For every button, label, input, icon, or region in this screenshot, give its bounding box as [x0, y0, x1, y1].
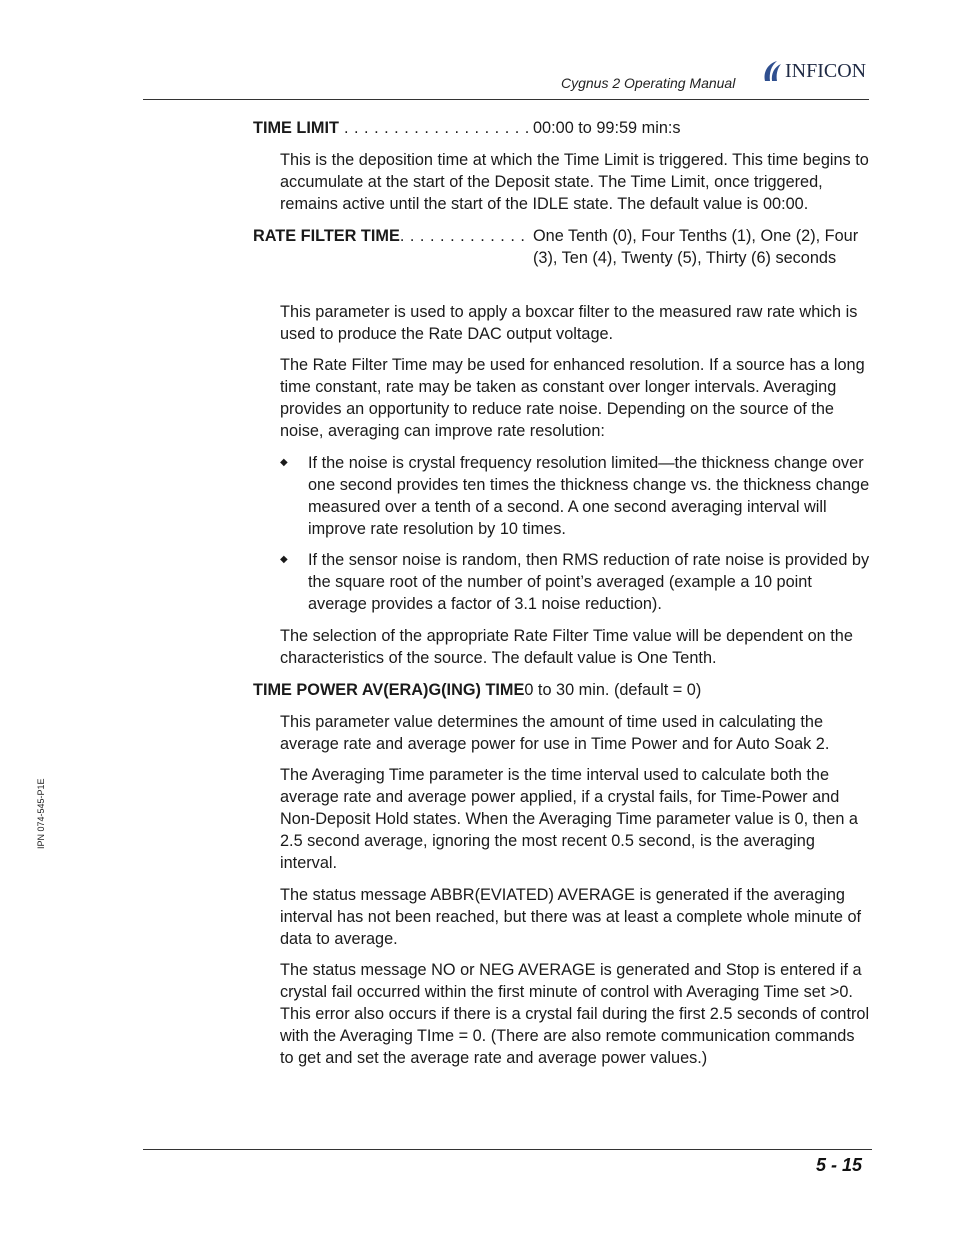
param-name: RATE FILTER TIME: [253, 227, 400, 245]
header-rule: [143, 99, 869, 100]
param-name: TIME POWER AV(ERA)G(ING) TIME: [253, 681, 525, 699]
page-number: 5 - 15: [816, 1155, 863, 1175]
paragraph: This parameter value determines the amount of time used in calculating the average rate and average power for use in Time Power and for Auto Soak 2.: [280, 713, 830, 753]
header-title: Cygnus 2 Operating Manual: [561, 75, 736, 91]
list-item: [280, 549, 870, 615]
param-time-limit: [253, 117, 873, 139]
leader-dots: . . . . . . . . . . . . .: [399, 227, 526, 245]
param-value: 00:00 to 99:59 min:s: [533, 119, 681, 137]
paragraph: The status message ABBR(EVIATED) AVERAGE is generated if the averaging interval has not been reached, but there was at least a complete whole minute of data to average.: [280, 886, 862, 948]
diamond-bullet-icon: ◆: [280, 457, 288, 468]
footer-rule: [143, 1149, 872, 1150]
param-name: TIME LIMIT: [253, 119, 339, 137]
inficon-logo-icon: [761, 59, 783, 83]
param-value: One Tenth (0), Four Tenths (1), One (2), Four (3), Ten (4), Twenty (5), Thirty (6) seconds: [533, 227, 859, 267]
paragraph: The Averaging Time parameter is the time interval used to calculate both the average rate and average power applied, if a crystal fails, for Time-Power and Non-Deposit Hold states. When the Averaging Time parameter value is 0, then a 2.5 second average, ignoring the most recent 0.5 second, is the averaging interval.: [280, 766, 858, 872]
param-time-power-avg: [253, 679, 873, 701]
paragraph: The selection of the appropriate Rate Filter Time value will be dependent on the characteristics of the source. The default value is One Tenth.: [280, 627, 853, 667]
document-ipn: IPN 074-545-P1E: [36, 778, 46, 849]
brand-name: INFICON: [785, 59, 867, 82]
list-item-text: If the noise is crystal frequency resolution limited—the thickness change over one second provides ten times the thickness change vs. the thickness change measured over a tenth of a second. A one second averaging interval will improve rate resolution by 10 times.: [308, 454, 870, 538]
paragraph: The status message NO or NEG AVERAGE is generated and Stop is entered if a crystal fail occurred within the first minute of control with Averaging Time set >0. This error also occurs if there is a crystal fail during the first 2.5 seconds of control with the Averaging TIme = 0. (There are also remote communication commands to get and set the average rate and average power values.): [280, 961, 870, 1067]
param-value: 0 to 30 min. (default = 0): [524, 681, 702, 699]
param-rate-filter-time: [253, 225, 873, 269]
diamond-bullet-icon: ◆: [280, 554, 288, 565]
paragraph: This is the deposition time at which the Time Limit is triggered. This time begins to accumulate at the start of the Deposit state. The Time Limit, once triggered, remains active until the start of the IDLE state. The default value is 00:00.: [280, 151, 869, 213]
list-item: [280, 452, 870, 540]
list-item-text: If the sensor noise is random, then RMS reduction of rate noise is provided by the square root of the number of point’s averaged (example a 10 point average provides a factor of 3.1 noise reduction).: [308, 551, 870, 613]
paragraph: This parameter is used to apply a boxcar filter to the measured raw rate which is used to produce the Rate DAC output voltage.: [280, 303, 858, 343]
paragraph: The Rate Filter Time may be used for enhanced resolution. If a source has a long time constant, rate may be taken as constant over longer intervals. Averaging provides an opportunity to reduce rate noise. Depending on the source of the noise, averaging can improve rate resolution:: [280, 356, 865, 440]
brand-logo: [761, 58, 866, 84]
leader-dots: . . . . . . . . . . . . . . . . . . .: [338, 119, 530, 137]
